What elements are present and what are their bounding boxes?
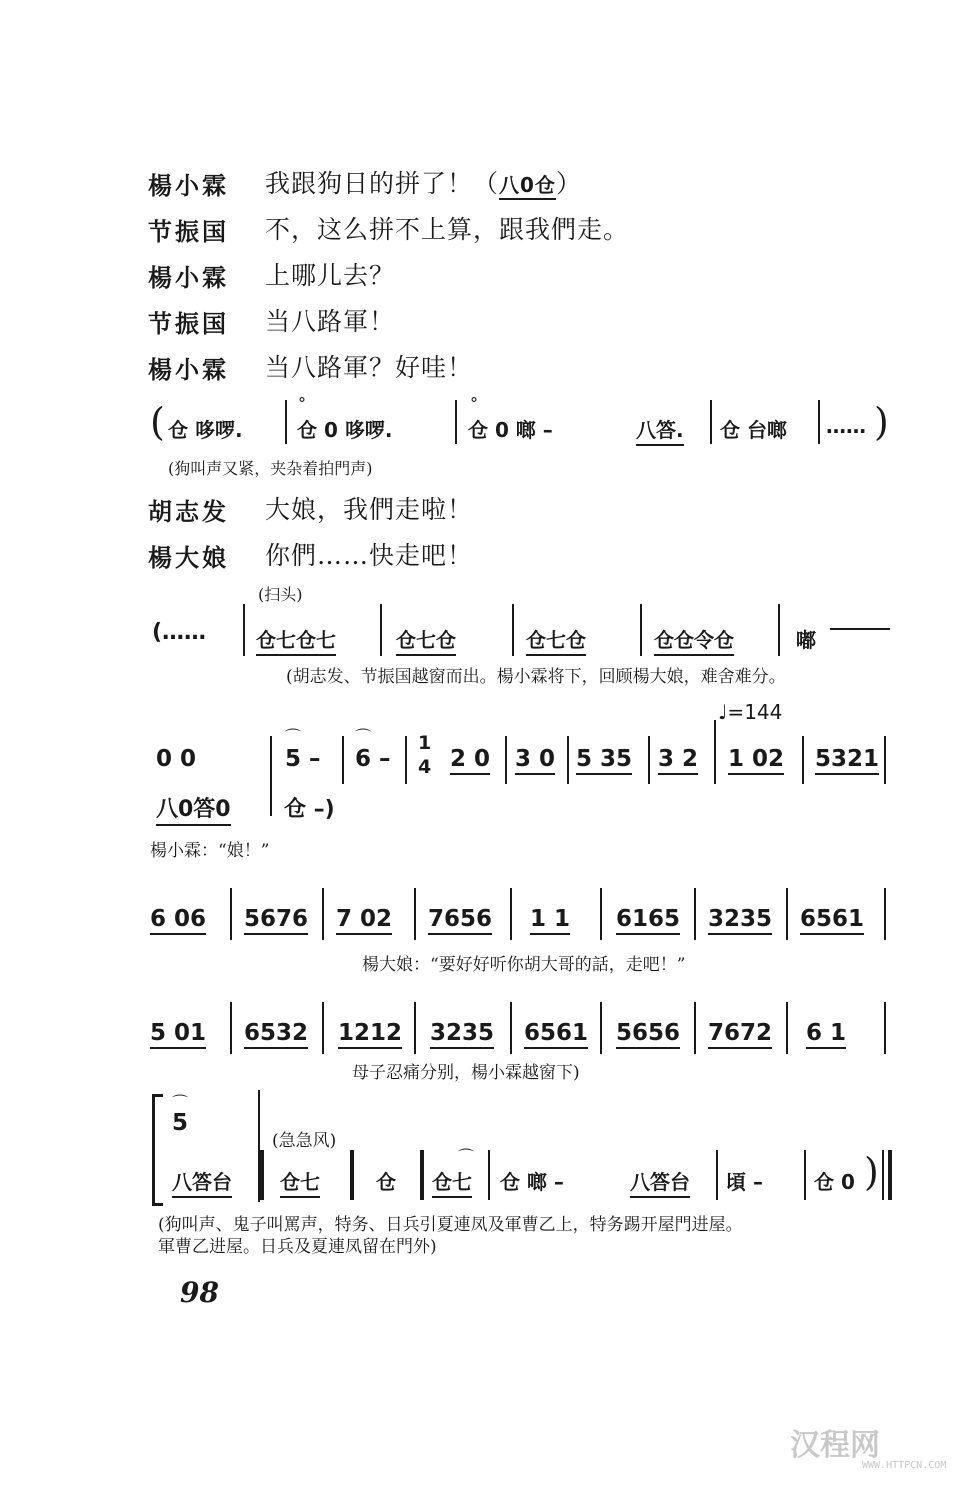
measure: 6 – bbox=[355, 746, 391, 772]
repeat-barline bbox=[260, 1150, 264, 1200]
open-ellipsis: (…… bbox=[152, 620, 207, 645]
dialogue-line: 当八路軍！ bbox=[265, 307, 396, 336]
repeat-barline bbox=[420, 1150, 424, 1200]
fermata: ⌒ bbox=[172, 1093, 189, 1112]
page-number: 98 bbox=[180, 1276, 219, 1309]
percussion-measure: 仓七 bbox=[432, 1166, 472, 1198]
dialogue-line: 不，这么拼不上算，跟我們走。 bbox=[265, 215, 630, 244]
percussion-measure: 仓 啷 – bbox=[500, 1170, 564, 1194]
time-sig-bottom: 4 bbox=[418, 756, 432, 778]
close-paren: ) bbox=[864, 1150, 879, 1194]
dialogue-line: 我跟狗日的拼了！（八0仓） bbox=[265, 169, 582, 198]
measure: 仓七仓 bbox=[526, 624, 586, 656]
system-bracket bbox=[152, 1094, 163, 1206]
barline bbox=[270, 736, 272, 784]
speaker-name: 胡志发 bbox=[148, 498, 229, 526]
percussion-measure: 八0答0 bbox=[156, 792, 231, 826]
measure: 3235 bbox=[430, 1020, 494, 1049]
barline bbox=[804, 1150, 806, 1200]
measure: …… bbox=[826, 414, 866, 438]
barline bbox=[455, 400, 457, 444]
speech-cue: 楊小霖：“娘！” bbox=[150, 841, 270, 861]
barline bbox=[505, 736, 507, 784]
dialogue-line: 大娘，我們走啦！ bbox=[265, 495, 474, 524]
barline bbox=[786, 888, 788, 940]
speaker-name: 楊小霖 bbox=[148, 264, 229, 292]
barline bbox=[600, 888, 602, 940]
barline bbox=[694, 1002, 696, 1054]
top-note: 5 bbox=[172, 1110, 189, 1136]
measure: 3 2 bbox=[658, 746, 698, 775]
measure: 嘟 bbox=[796, 628, 816, 652]
barline bbox=[884, 1002, 886, 1054]
measure: 仓仓令仓 bbox=[654, 624, 734, 656]
barline bbox=[230, 1002, 232, 1054]
barline bbox=[884, 736, 886, 784]
dot-mark: ° bbox=[470, 394, 478, 413]
dialogue-line: 当八路軍？好哇！ bbox=[265, 353, 474, 382]
final-barline bbox=[888, 1150, 892, 1200]
barline bbox=[342, 736, 344, 784]
measure: 6 06 bbox=[150, 906, 206, 935]
measure: 仓 台啷 bbox=[720, 418, 787, 442]
speaker-name: 楊小霖 bbox=[148, 172, 229, 200]
measure: 仓七仓 bbox=[396, 624, 456, 656]
barline bbox=[510, 1002, 512, 1054]
measure: 6561 bbox=[800, 906, 864, 935]
section-label: (扫头) bbox=[258, 585, 303, 604]
measure: 1 02 bbox=[728, 746, 784, 775]
barline bbox=[414, 888, 416, 940]
watermark-url: WWW.HTTPCN.COM bbox=[862, 1460, 947, 1471]
close-paren: ) bbox=[874, 400, 889, 444]
measure: 7656 bbox=[428, 906, 492, 935]
measure: 7672 bbox=[708, 1020, 772, 1049]
watermark bbox=[790, 1420, 880, 1464]
barline bbox=[694, 888, 696, 940]
speaker-name: 节振国 bbox=[148, 218, 229, 246]
measure: 仓七仓七 bbox=[256, 624, 336, 656]
percussion-measure: 八答台 bbox=[630, 1166, 690, 1198]
barline bbox=[488, 1150, 490, 1200]
speaker-name: 节振国 bbox=[148, 310, 229, 338]
measure: 5676 bbox=[244, 906, 308, 935]
stage-direction: (狗叫声又紧，夹杂着拍門声) bbox=[168, 459, 373, 478]
barline bbox=[322, 1002, 324, 1054]
speech-cue: 楊大娘：“要好好听你胡大哥的話，走吧！” bbox=[362, 955, 686, 975]
measure: 5 35 bbox=[576, 746, 632, 775]
barline bbox=[714, 720, 716, 784]
measure: 仓 0 啷 – bbox=[468, 418, 553, 442]
speaker-name: 楊小霖 bbox=[148, 356, 229, 384]
percussion-measure: 仓 bbox=[376, 1170, 396, 1194]
barline bbox=[600, 1002, 602, 1054]
barline bbox=[716, 1150, 718, 1200]
hold-line bbox=[830, 628, 890, 630]
barline bbox=[285, 400, 287, 444]
dialogue-line: 上哪儿去？ bbox=[265, 261, 396, 290]
measure: 6165 bbox=[616, 906, 680, 935]
measure: 5321 bbox=[815, 746, 879, 775]
rest: 0 0 bbox=[156, 746, 197, 772]
measure: 1212 bbox=[338, 1020, 402, 1049]
barline bbox=[818, 400, 820, 444]
barline bbox=[512, 604, 514, 656]
measure: 7 02 bbox=[336, 906, 392, 935]
stage-direction: 母子忍痛分别，楊小霖越窗下) bbox=[352, 1063, 580, 1083]
barline bbox=[322, 888, 324, 940]
speaker-name: 楊大娘 bbox=[148, 544, 229, 572]
barline bbox=[567, 736, 569, 784]
measure: 仓 0 哆啰. bbox=[297, 418, 393, 442]
measure: 6532 bbox=[244, 1020, 308, 1049]
stage-direction: (胡志发、节振国越窗而出。楊小霖将下，回顾楊大娘，难舍难分。 bbox=[286, 667, 786, 687]
measure: 3235 bbox=[708, 906, 772, 935]
measure: 1 1 bbox=[530, 906, 570, 935]
measure: 6 1 bbox=[806, 1020, 846, 1049]
barline bbox=[786, 1002, 788, 1054]
percussion-measure: 仓 –) bbox=[284, 797, 335, 822]
barline bbox=[648, 736, 650, 784]
measure: 仓 哆啰. bbox=[168, 418, 243, 442]
section-label: (急急风) bbox=[272, 1131, 337, 1151]
measure: 5 – bbox=[285, 746, 321, 772]
barline bbox=[270, 784, 272, 816]
measure: 5 01 bbox=[150, 1020, 206, 1049]
measure: 八答. bbox=[636, 414, 684, 446]
barline bbox=[884, 888, 886, 940]
barline bbox=[243, 604, 245, 656]
barline bbox=[510, 888, 512, 940]
barline bbox=[882, 1150, 884, 1200]
fermata: ⌒ bbox=[285, 727, 302, 746]
percussion-measure: 八答台 bbox=[172, 1166, 232, 1198]
barline bbox=[380, 604, 382, 656]
time-sig-top: 1 bbox=[418, 732, 432, 754]
barline bbox=[414, 1002, 416, 1054]
percussion-measure: 頃 – bbox=[726, 1170, 763, 1194]
dot-mark: ° bbox=[298, 394, 306, 413]
measure: 5656 bbox=[616, 1020, 680, 1049]
watermark-text: 汉程网 bbox=[790, 1428, 880, 1463]
dialogue-line: 你們……快走吧！ bbox=[265, 541, 474, 570]
barline bbox=[640, 604, 642, 656]
stage-direction: (狗叫声、鬼子叫罵声，特务、日兵引夏連凤及軍曹乙上，特务踢开屋門进屋。 bbox=[158, 1215, 743, 1235]
measure: 6561 bbox=[524, 1020, 588, 1049]
percussion-measure: 仓 0 bbox=[814, 1170, 855, 1194]
open-paren: ( bbox=[150, 400, 165, 444]
fermata: ⌒ bbox=[355, 727, 372, 746]
barline bbox=[405, 736, 407, 784]
measure: 2 0 bbox=[450, 746, 490, 775]
repeat-barline bbox=[350, 1150, 354, 1200]
fermata: ⌒ bbox=[458, 1147, 475, 1166]
tempo-mark: ♩=144 bbox=[718, 700, 783, 724]
barline bbox=[230, 888, 232, 940]
barline bbox=[802, 736, 804, 784]
stage-direction: 軍曹乙进屋。日兵及夏連凤留在門外) bbox=[158, 1237, 437, 1257]
percussion-measure: 仓七 bbox=[280, 1166, 320, 1198]
barline bbox=[778, 604, 780, 656]
measure: 3 0 bbox=[515, 746, 555, 775]
barline bbox=[710, 400, 712, 444]
